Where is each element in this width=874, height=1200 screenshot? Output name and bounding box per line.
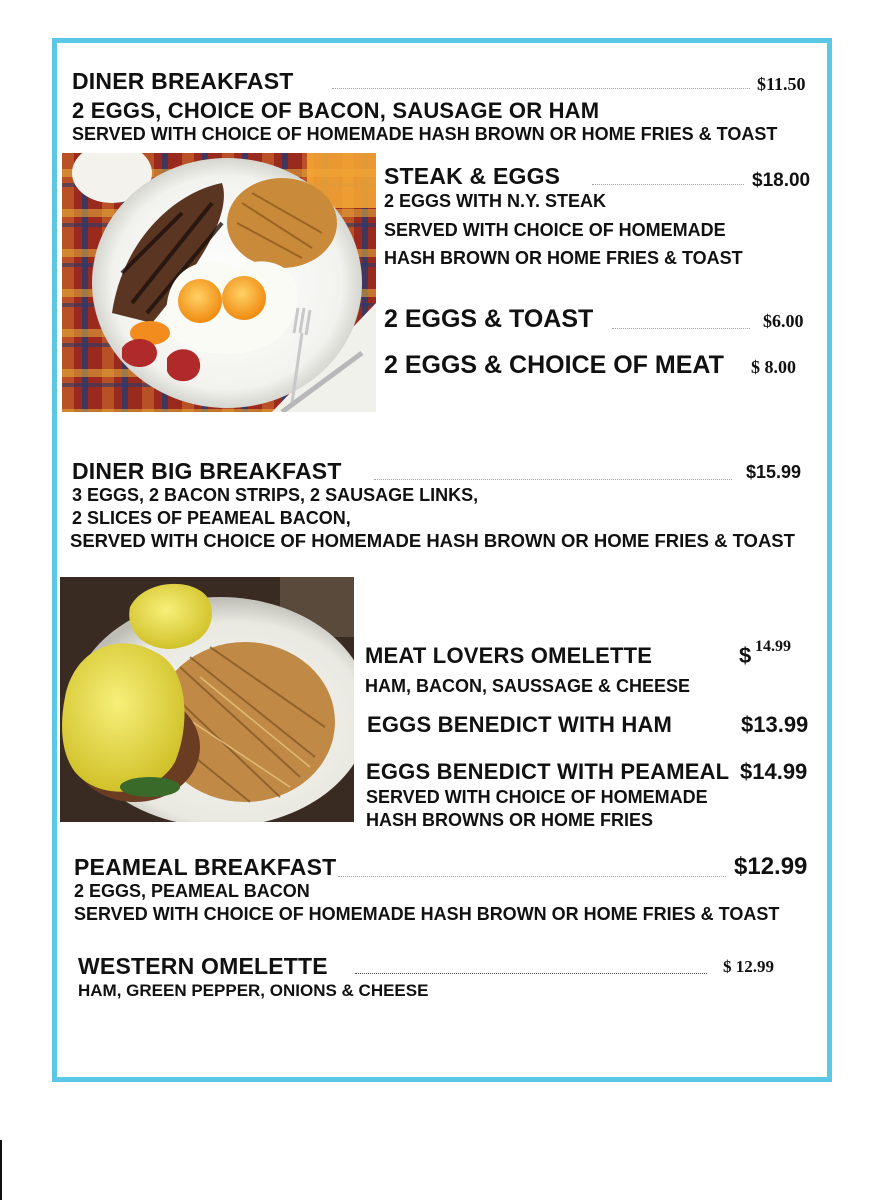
big-breakfast-line2: 2 SLICES OF PEAMEAL BACON, [72, 508, 351, 528]
benedict-peameal-line2: HASH BROWNS OR HOME FRIES [366, 810, 654, 830]
steak-eggs-line1: 2 EGGS WITH N.Y. STEAK [384, 191, 607, 211]
peameal-breakfast-title: PEAMEAL BREAKFAST [74, 854, 337, 880]
two-eggs-meat-price: $ 8.00 [751, 357, 796, 377]
big-breakfast-title: DINER BIG BREAKFAST [72, 458, 342, 484]
two-eggs-meat-title: 2 EGGS & CHOICE OF MEAT [384, 351, 724, 379]
two-eggs-toast-leader [612, 328, 750, 329]
steak-eggs-line2: SERVED WITH CHOICE OF HOMEMADE [384, 220, 726, 240]
big-breakfast-leader [374, 479, 732, 480]
steak-and-eggs-photo [62, 153, 376, 412]
steak-eggs-line3: HASH BROWN OR HOME FRIES & TOAST [384, 248, 743, 268]
two-eggs-toast-title: 2 EGGS & TOAST [384, 305, 594, 333]
peameal-breakfast-price: $12.99 [734, 853, 808, 880]
benedict-peameal-line1: SERVED WITH CHOICE OF HOMEMADE [366, 787, 708, 807]
eggs-benedict-photo [60, 577, 354, 822]
meat-lovers-line1: HAM, BACON, SAUSSAGE & CHEESE [365, 676, 691, 696]
western-omelette-title: WESTERN OMELETTE [78, 953, 328, 979]
diner-breakfast-line2: SERVED WITH CHOICE OF HOMEMADE HASH BROWN OR HOME FRIES & TOAST [72, 124, 778, 144]
diner-breakfast-line1: 2 EGGS, CHOICE OF BACON, SAUSAGE OR HAM [72, 98, 600, 123]
benedict-peameal-price: $14.99 [740, 759, 808, 784]
eggs-benedict-image [60, 577, 354, 822]
western-omelette-price: $ 12.99 [723, 957, 774, 976]
two-eggs-toast-price: $6.00 [763, 311, 804, 331]
meat-lovers-title: MEAT LOVERS OMELETTE [365, 643, 653, 668]
peameal-breakfast-line2: SERVED WITH CHOICE OF HOMEMADE HASH BROWN OR HOME FRIES & TOAST [74, 904, 780, 924]
diner-breakfast-leader [332, 88, 750, 89]
steak-and-eggs-image [62, 153, 376, 412]
meat-lovers-price-symbol: $ [739, 643, 752, 668]
big-breakfast-price: $15.99 [746, 462, 802, 482]
diner-breakfast-price: $11.50 [757, 74, 806, 94]
steak-eggs-title: STEAK & EGGS [384, 163, 561, 189]
steak-eggs-price: $18.00 [752, 170, 811, 191]
western-omelette-leader [355, 973, 707, 974]
diner-breakfast-title: DINER BREAKFAST [72, 68, 294, 94]
benedict-ham-price: $13.99 [741, 712, 809, 737]
benedict-ham-title: EGGS BENEDICT WITH HAM [367, 712, 673, 737]
page-edge-mark [0, 1140, 2, 1200]
steak-eggs-leader [592, 184, 744, 185]
meat-lovers-price: 14.99 [755, 638, 791, 655]
peameal-breakfast-line1: 2 EGGS, PEAMEAL BACON [74, 881, 310, 901]
benedict-peameal-title: EGGS BENEDICT WITH PEAMEAL [366, 759, 730, 784]
peameal-breakfast-leader [338, 876, 726, 877]
western-omelette-line1: HAM, GREEN PEPPER, ONIONS & CHEESE [78, 981, 429, 1000]
big-breakfast-line1: 3 EGGS, 2 BACON STRIPS, 2 SAUSAGE LINKS, [72, 485, 479, 505]
big-breakfast-line3: SERVED WITH CHOICE OF HOMEMADE HASH BROWN OR HOME FRIES & TOAST [70, 530, 795, 551]
